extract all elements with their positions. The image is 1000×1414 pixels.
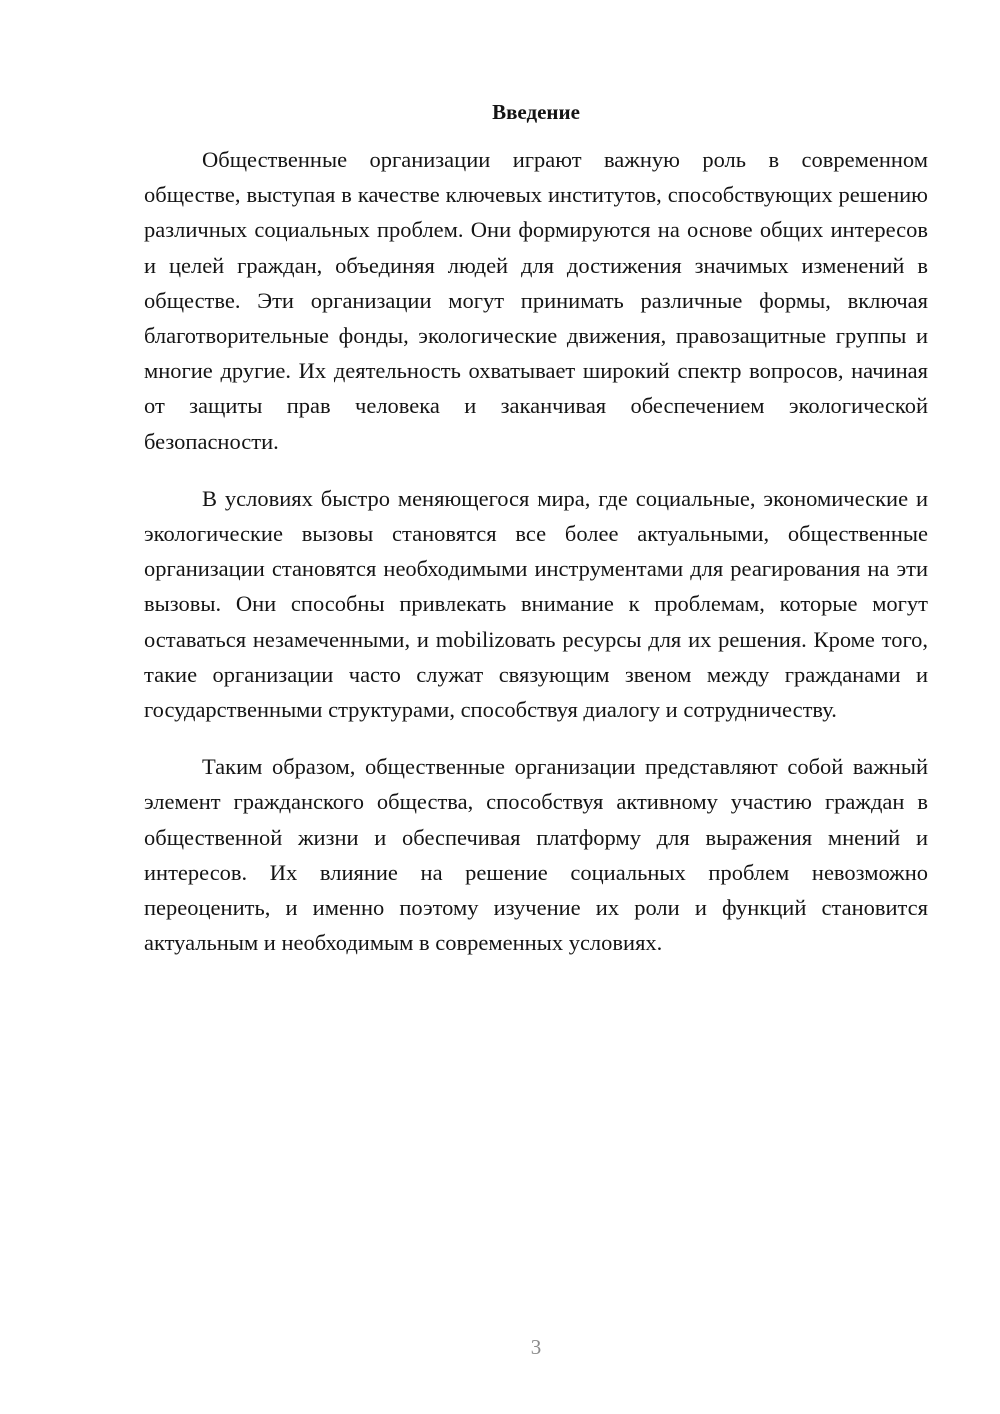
- page-title: Введение: [492, 100, 580, 124]
- paragraph-3: Таким образом, общественные организации представляют собой важный элемент гражданского общества, способствуя активному участию граждан в общественной жизни и обеспечивая платформу для выражения мнений и интересов. Их влияние на решение социальных проблем невозможно переоценить, и именно поэтому изучение их роли и функций становится актуальным и необходимым в современных условиях.: [144, 754, 928, 956]
- page-number: 3: [530, 1335, 542, 1359]
- paragraph-1: Общественные организации играют важную роль в современном обществе, выступая в качестве ключевых институтов, способствующих решению различных социальных проблем. Они формируются на основе общих интересов и целей граждан, объединяя людей для достижения значимых изменений в обществе. Эти организации могут принимать различные формы, включая благотворительные фонды, экологические движения, правозащитные группы и многие другие. Их деятельность охватывает широкий спектр вопросов, начиная от защиты прав человека и заканчивая обеспечением экологической безопасности.: [144, 147, 928, 454]
- body-text: [144, 142, 928, 982]
- paragraph-2: В условиях быстро меняющегося мира, где социальные, экономические и экологические вызовы становятся все более актуальными, общественные организации становятся необходимыми инструментами для реагирования на эти вызовы. Они способны привлекать внимание к проблемам, которые могут оставаться незамеченными, и mobilizовать ресурсы для их решения. Кроме того, такие организации часто служат связующим звеном между гражданами и государственными структурами, способствуя диалогу и сотрудничеству.: [144, 485, 928, 723]
